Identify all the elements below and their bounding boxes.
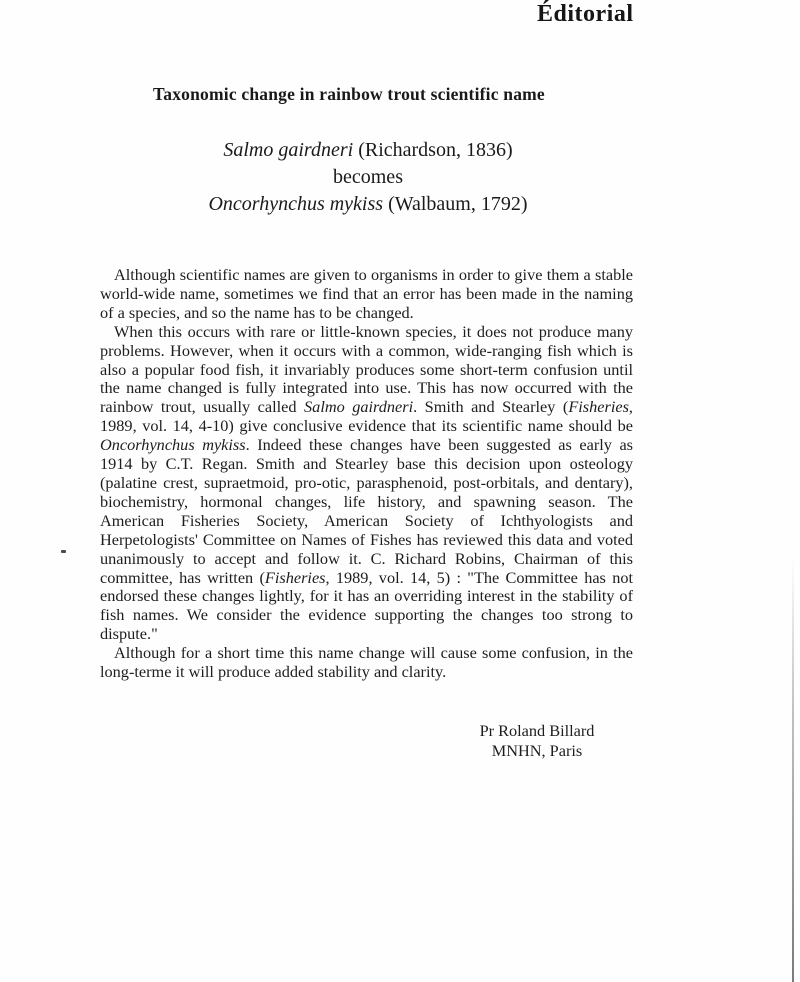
paragraph-1: Although scientific names are given to organisms in order to give them a stable world-wide name, sometimes we find that an error has been made in the naming of a species, and so the name has to be changed. [100,265,633,322]
masthead-editorial: Éditorial [537,1,634,27]
paragraph-3: Although for a short time this name change will cause some confusion, in the long-terme it will produce added stability and clarity. [100,643,633,682]
signature-name: Pr Roland Billard [479,721,595,740]
species-name-block [100,137,636,218]
scan-artifact-speck [61,550,66,553]
article-body [100,266,633,682]
scan-artifact-edge-line [792,560,794,982]
signature-affiliation: MNHN, Paris [491,741,583,760]
signature-block [452,721,622,761]
new-species-name: Oncorhynchus mykiss (Walbaum, 1792) [208,193,528,215]
old-species-name: Salmo gairdneri (Richardson, 1836) [223,139,513,161]
article-title: Taxonomic change in rainbow trout scientific name [153,84,545,104]
paragraph-2: When this occurs with rare or little-known species, it does not produce many problems. However, when it occurs with a common, wide-ranging fish which is also a popular food fish, it invariably produces some short-term confusion until the name changed is fully integrated into use. This has now occurred with the rainbow trout, usually called Salmo gairdneri. Smith and Stearley (Fisheries, 1989, vol. 14, 4-10) give conclusive evidence that its scientific name should be Oncorhynchus mykiss. Indeed these changes have been suggested as early as 1914 by C.T. Regan. Smith and Stearley base this decision upon osteology (palatine crest, supraetmoid, pro-otic, parasphenoid, post-orbitals, and dentary), biochemistry, hormonal changes, life history, and spawning season. The American Fisheries Society, American Society of Ichthyologists and Herpetologists' Committee on Names of Fishes has reviewed this data and voted unanimously to accept and follow it. C. Richard Robins, Chairman of this committee, has written (Fisheries, 1989, vol. 14, 5) : "The Committee has not endorsed these changes lightly, for it has an overriding interest in the stability of fish names. We consider the evidence supporting the changes too strong to dispute." [100,321,634,644]
becomes-label: becomes [333,166,403,188]
